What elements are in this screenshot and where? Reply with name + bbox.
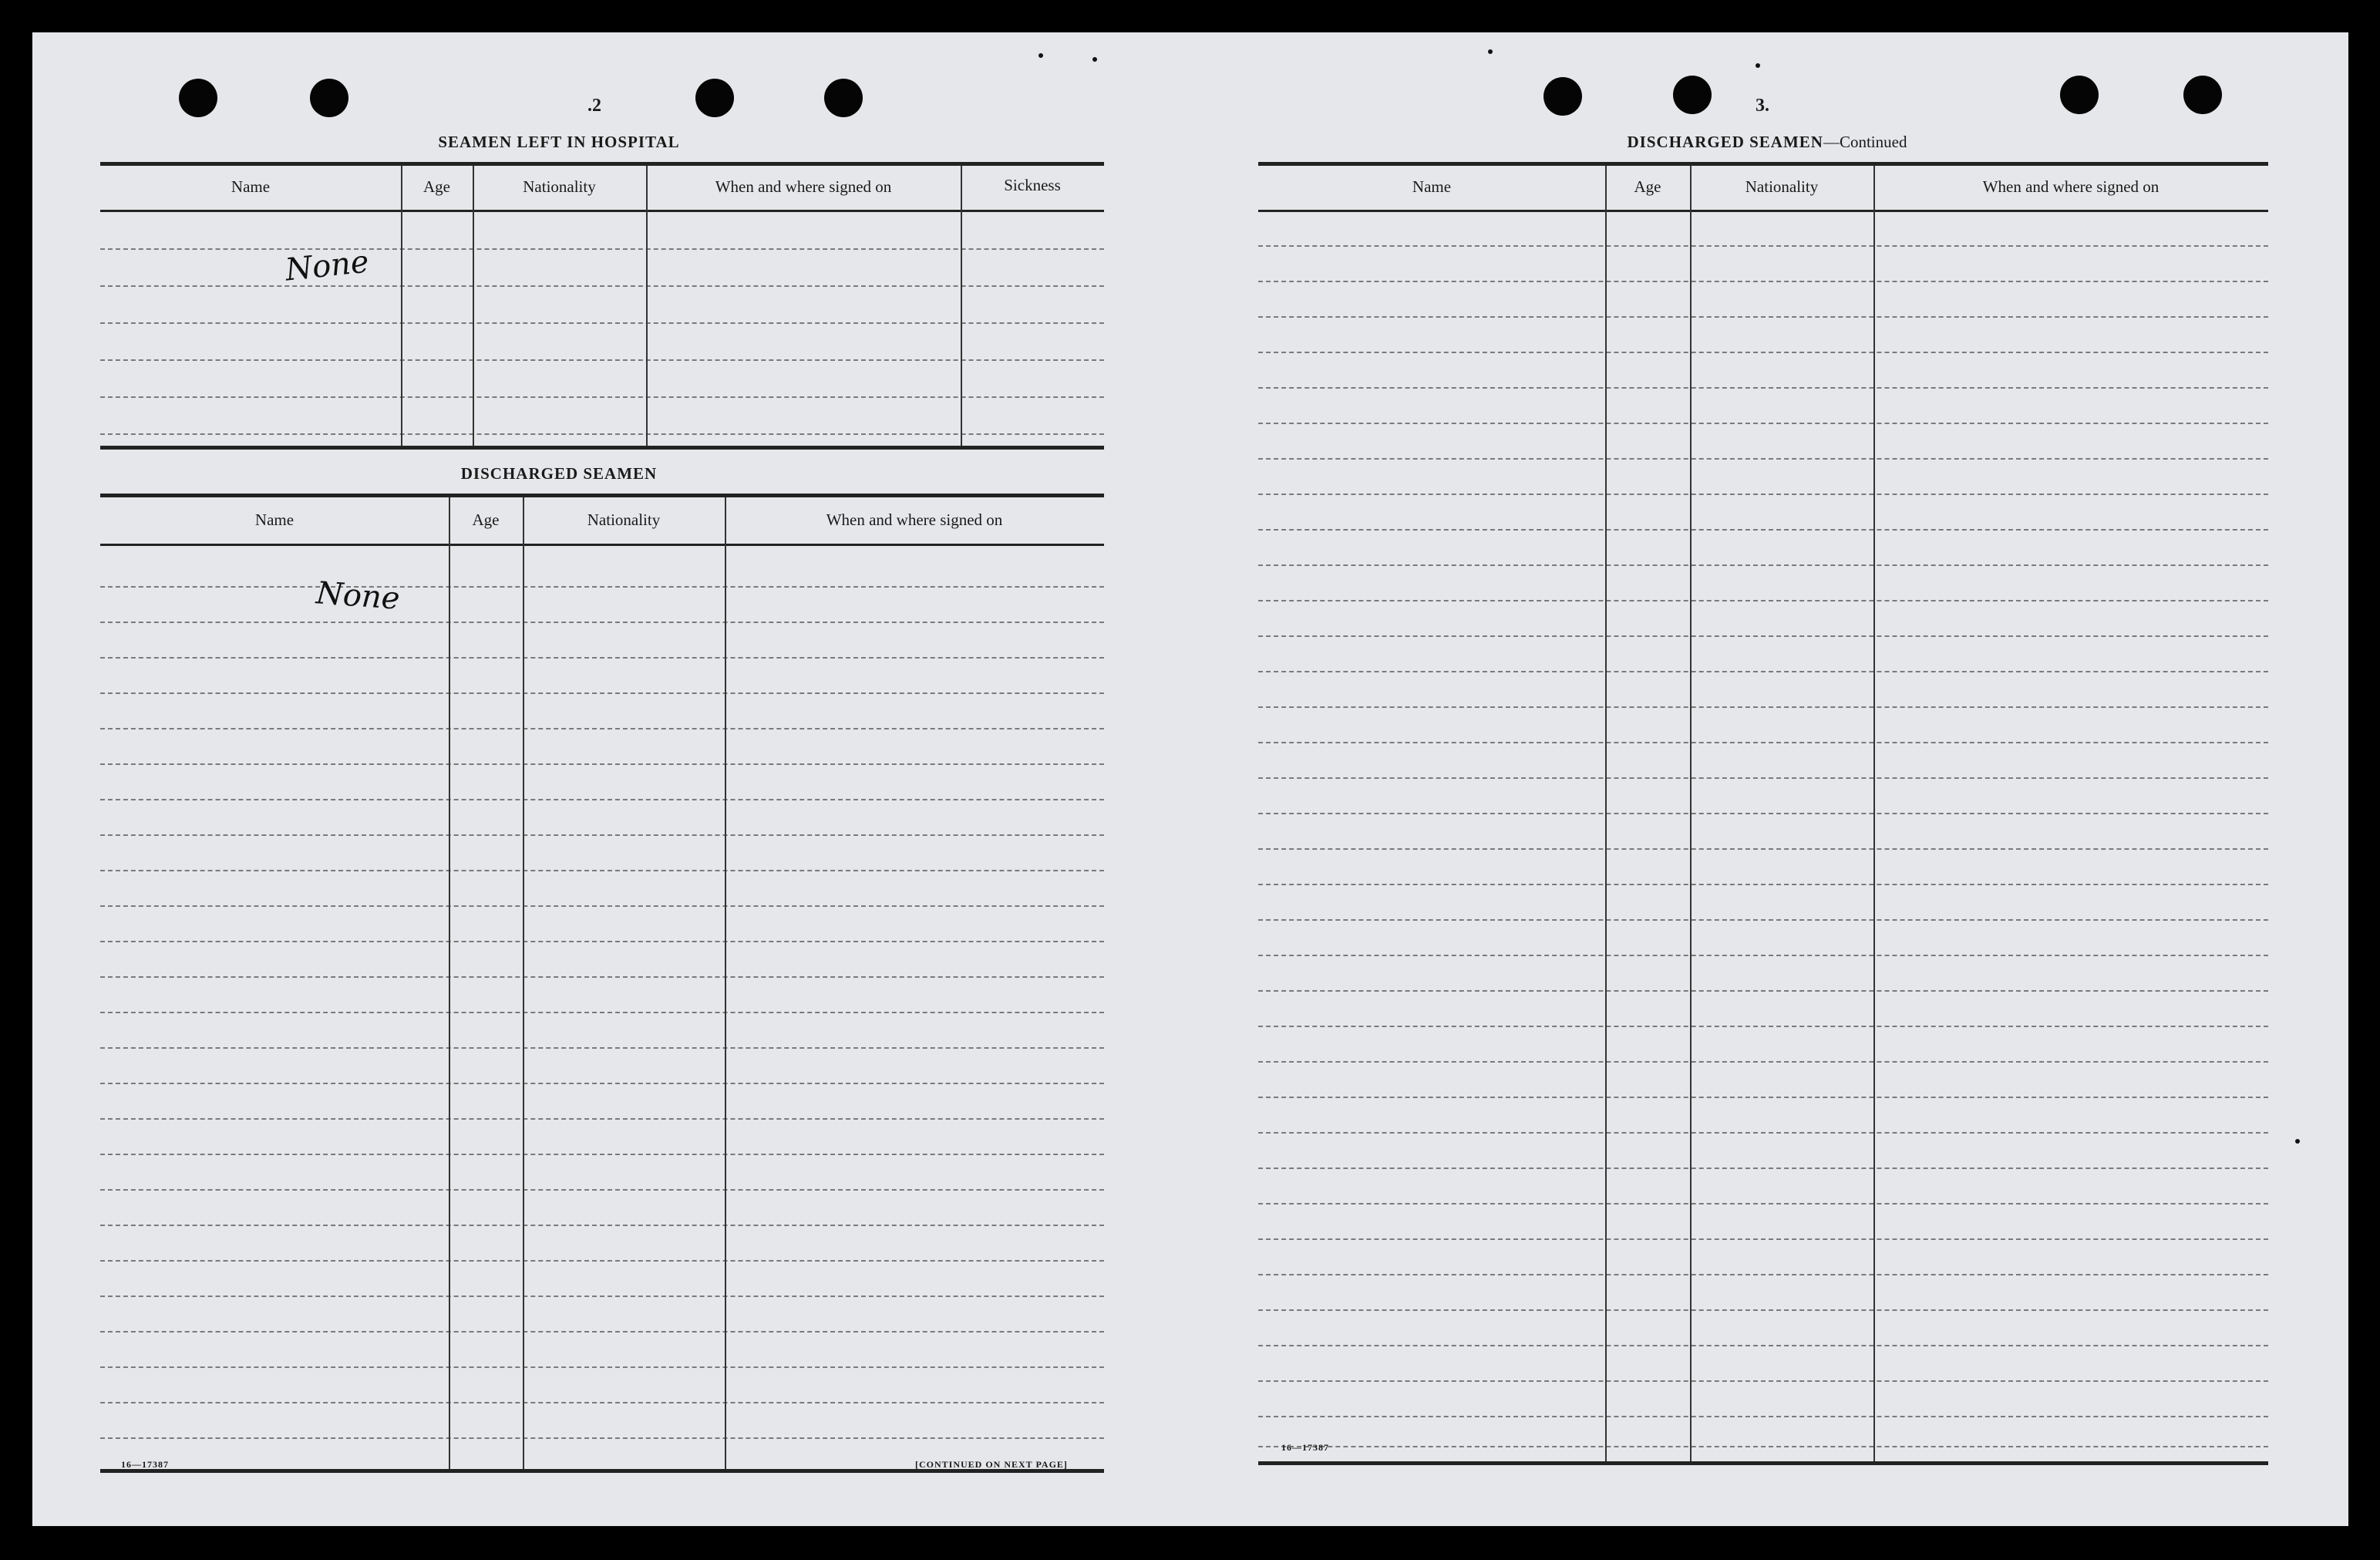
- discharged-section-title: DISCHARGED SEAMEN: [460, 464, 658, 483]
- table-row-line: [1258, 1097, 2268, 1098]
- table-row-line: [100, 692, 1104, 694]
- table-header-rule: [100, 210, 1104, 212]
- table-row-line: [100, 1154, 1104, 1155]
- table-row-line: [100, 1012, 1104, 1013]
- discharged-continued-table: [1258, 162, 2268, 1473]
- right-title-main: DISCHARGED SEAMEN: [1627, 133, 1823, 151]
- punch-hole: [824, 79, 863, 117]
- hospital-section-title: SEAMEN LEFT IN HOSPITAL: [438, 133, 680, 151]
- punch-hole: [2060, 76, 2099, 114]
- table-row-line: [1258, 316, 2268, 318]
- table-row-line: [1258, 529, 2268, 531]
- table-bottom-rule: [100, 446, 1104, 450]
- table-row-line: [100, 1083, 1104, 1084]
- table-row-line: [100, 1366, 1104, 1368]
- table-row-line: [1258, 458, 2268, 460]
- handwritten-entry: None: [283, 244, 371, 288]
- column-divider: [1690, 166, 1692, 1461]
- column-header-age: Age: [423, 177, 450, 196]
- table-row-line: [100, 433, 1104, 435]
- punch-hole: [2183, 76, 2222, 114]
- table-header-rule: [1258, 210, 2268, 212]
- table-row-line: [100, 285, 1104, 287]
- table-row-line: [1258, 600, 2268, 601]
- column-divider: [523, 497, 524, 1469]
- table-top-rule: [100, 494, 1104, 497]
- table-row-line: [1258, 1026, 2268, 1027]
- table-row-line: [100, 763, 1104, 765]
- column-divider: [473, 166, 474, 446]
- column-divider: [1605, 166, 1607, 1461]
- column-header-nationality: Nationality: [587, 510, 661, 529]
- ink-speck: [1756, 63, 1760, 68]
- column-header-signed-on: When and where signed on: [1982, 177, 2160, 196]
- column-divider: [961, 166, 962, 446]
- table-row-line: [1258, 919, 2268, 921]
- right-section-title: [1536, 133, 1998, 152]
- column-divider: [725, 497, 726, 1469]
- column-header-age: Age: [472, 510, 500, 529]
- table-row-line: [1258, 423, 2268, 424]
- table-row-line: [1258, 1416, 2268, 1417]
- table-row-line: [100, 1331, 1104, 1333]
- punch-hole: [1673, 76, 1712, 114]
- table-row-line: [1258, 1167, 2268, 1169]
- table-top-rule: [1258, 162, 2268, 166]
- table-row-line: [1258, 813, 2268, 814]
- table-row-line: [1258, 706, 2268, 708]
- table-row-line: [100, 728, 1104, 729]
- table-row-line: [1258, 281, 2268, 282]
- table-row-line: [1258, 1446, 2268, 1447]
- table-row-line: [1258, 1203, 2268, 1205]
- table-row-line: [100, 1437, 1104, 1439]
- table-row-line: [100, 622, 1104, 623]
- column-header-name: Name: [231, 177, 271, 196]
- table-row-line: [100, 322, 1104, 324]
- document-sheet: [32, 32, 2348, 1526]
- left-form-number: 16—17387: [121, 1459, 169, 1470]
- table-row-line: [1258, 245, 2268, 247]
- ink-speck: [2295, 1139, 2300, 1144]
- table-row-line: [1258, 1309, 2268, 1311]
- table-row-line: [100, 1296, 1104, 1297]
- punch-hole: [310, 79, 348, 117]
- table-row-line: [100, 657, 1104, 659]
- column-header-sickness: Sickness: [1004, 176, 1061, 194]
- column-divider: [1873, 166, 1875, 1461]
- hospital-table: [100, 162, 1104, 451]
- handwritten-entry: None: [315, 575, 401, 617]
- column-divider: [646, 166, 648, 446]
- table-row-line: [1258, 387, 2268, 389]
- column-header-name: Name: [254, 510, 295, 529]
- table-row-line: [1258, 1238, 2268, 1240]
- table-row-line: [100, 941, 1104, 942]
- table-row-line: [1258, 1274, 2268, 1275]
- left-page-number: .2: [587, 96, 601, 116]
- table-row-line: [100, 1189, 1104, 1191]
- table-row-line: [100, 870, 1104, 871]
- table-row-line: [1258, 671, 2268, 672]
- table-row-line: [100, 586, 1104, 588]
- table-row-line: [1258, 1345, 2268, 1346]
- table-row-line: [100, 359, 1104, 361]
- punch-hole: [1543, 77, 1582, 116]
- table-row-line: [1258, 1380, 2268, 1382]
- column-header-signed-on: When and where signed on: [715, 177, 892, 196]
- table-header-rule: [100, 544, 1104, 546]
- table-row-line: [1258, 884, 2268, 885]
- table-row-line: [1258, 742, 2268, 743]
- table-row-line: [1258, 848, 2268, 850]
- ink-speck: [1039, 53, 1043, 58]
- table-row-line: [100, 396, 1104, 398]
- table-row-line: [1258, 777, 2268, 779]
- table-row-line: [100, 1402, 1104, 1403]
- right-title-sub: —Continued: [1823, 133, 1907, 151]
- column-divider: [401, 166, 402, 446]
- table-row-line: [1258, 1132, 2268, 1134]
- table-top-rule: [100, 162, 1104, 166]
- table-row-line: [100, 1260, 1104, 1262]
- ink-speck: [1092, 57, 1097, 62]
- ink-speck: [1488, 49, 1493, 54]
- discharged-table: [100, 494, 1104, 1484]
- table-row-line: [100, 1118, 1104, 1120]
- punch-hole: [179, 79, 217, 117]
- table-row-line: [1258, 990, 2268, 992]
- table-row-line: [100, 799, 1104, 800]
- table-row-line: [1258, 352, 2268, 353]
- table-row-line: [1258, 955, 2268, 956]
- table-row-line: [100, 1047, 1104, 1049]
- table-row-line: [1258, 494, 2268, 495]
- punch-hole: [695, 79, 734, 117]
- column-header-age: Age: [1634, 177, 1661, 196]
- table-row-line: [100, 905, 1104, 907]
- right-form-number: 16—17387: [1281, 1442, 1329, 1453]
- continued-note: [CONTINUED ON NEXT PAGE]: [915, 1459, 1068, 1470]
- column-header-name: Name: [1412, 177, 1452, 196]
- column-header-nationality: Nationality: [523, 177, 596, 196]
- column-header-nationality: Nationality: [1745, 177, 1819, 196]
- column-divider: [449, 497, 450, 1469]
- table-row-line: [100, 834, 1104, 836]
- column-header-signed-on: When and where signed on: [826, 510, 1003, 529]
- table-bottom-rule: [1258, 1461, 2268, 1465]
- table-row-line: [1258, 1061, 2268, 1063]
- table-row-line: [100, 248, 1104, 250]
- table-row-line: [1258, 564, 2268, 566]
- table-row-line: [100, 1225, 1104, 1226]
- right-page-number: 3.: [1756, 96, 1769, 116]
- table-row-line: [1258, 635, 2268, 637]
- table-row-line: [100, 976, 1104, 978]
